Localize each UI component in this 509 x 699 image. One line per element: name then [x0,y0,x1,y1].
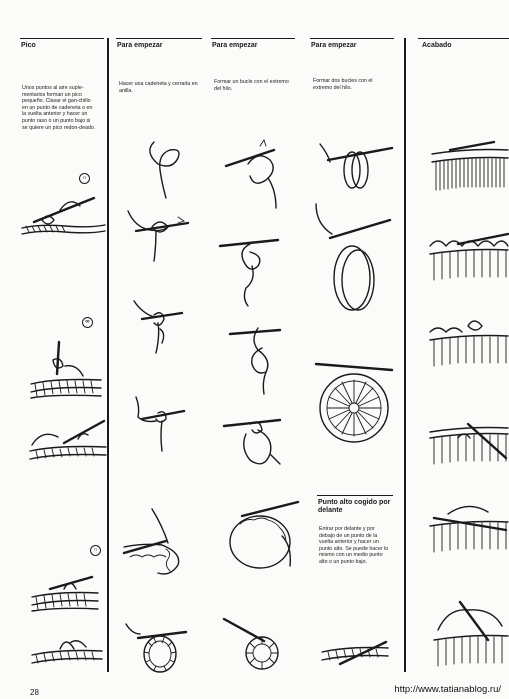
column-text: Unos puntos al aire suple-mentarios forman un pico pequeño. Clavar el gan-chillo en un punto de cadeneta o en la vuelta anterior y hacer un punto raso o un punto bajo si se quiere un pico redon-deado. [22,85,96,131]
subsection-title: Punto alto cogido por delante [318,499,391,514]
column-title: Acabado [422,42,452,49]
column-title: Para empezar [117,42,163,49]
picot-illustration-4 [30,575,100,620]
picot-illustration-2 [25,340,105,405]
ring-step-6 [124,620,194,680]
loop-step-2 [216,228,286,308]
finishing-step-4 [428,418,509,473]
loop-step-6 [222,615,292,680]
column-title: Pico [21,42,36,49]
column-title: Para empezar [311,42,357,49]
column-text: Formar un bucle con el extremo del hilo. [214,79,289,92]
subsection-text: Entrar por delante y por debajo de un punto de la vuelta anterior y hacer un punto alto. Se puede hacer lo mismo con un medio punto alto o un punto bajo. [319,526,389,565]
loop-step-1 [220,138,290,213]
column-text: Hacer una cadeneta y cerrarla en anilla. [119,81,198,94]
column-divider-right [404,38,406,672]
watermark-url[interactable]: http://www.tatianablog.ru/ [394,684,501,695]
double-loop-step-3 [312,350,398,450]
finishing-step-6 [430,600,509,670]
finishing-step-1 [430,140,509,195]
page-number: 28 [30,688,39,697]
column-divider-left [107,38,109,672]
loop-step-3 [222,320,292,395]
loop-step-5 [222,500,302,580]
double-loop-step-1 [316,138,396,198]
ring-step-1 [140,140,190,200]
column-text: Formar dos bucles con el extremo del hilo. [313,78,373,91]
double-loop-step-2 [312,200,392,315]
picot-illustration-3 [28,415,108,470]
scissors-symbol-icon: ∩ [90,545,101,556]
front-post-illustration [320,640,390,670]
column-title: Para empezar [212,42,258,49]
loop-step-4 [220,408,290,473]
finishing-step-2 [428,232,509,287]
ring-step-3 [128,295,188,360]
subsection-front-post [317,495,393,616]
ring-step-4 [130,395,190,455]
scissors-symbol-icon: ∞ [82,317,93,328]
finishing-step-3 [428,318,509,373]
ring-step-5 [120,505,200,585]
picot-illustration-5 [30,635,105,675]
scissors-symbol-icon: ∩ [79,173,90,184]
finishing-step-5 [428,500,509,560]
picot-illustration-1 [20,190,110,240]
ring-step-2 [122,205,192,265]
